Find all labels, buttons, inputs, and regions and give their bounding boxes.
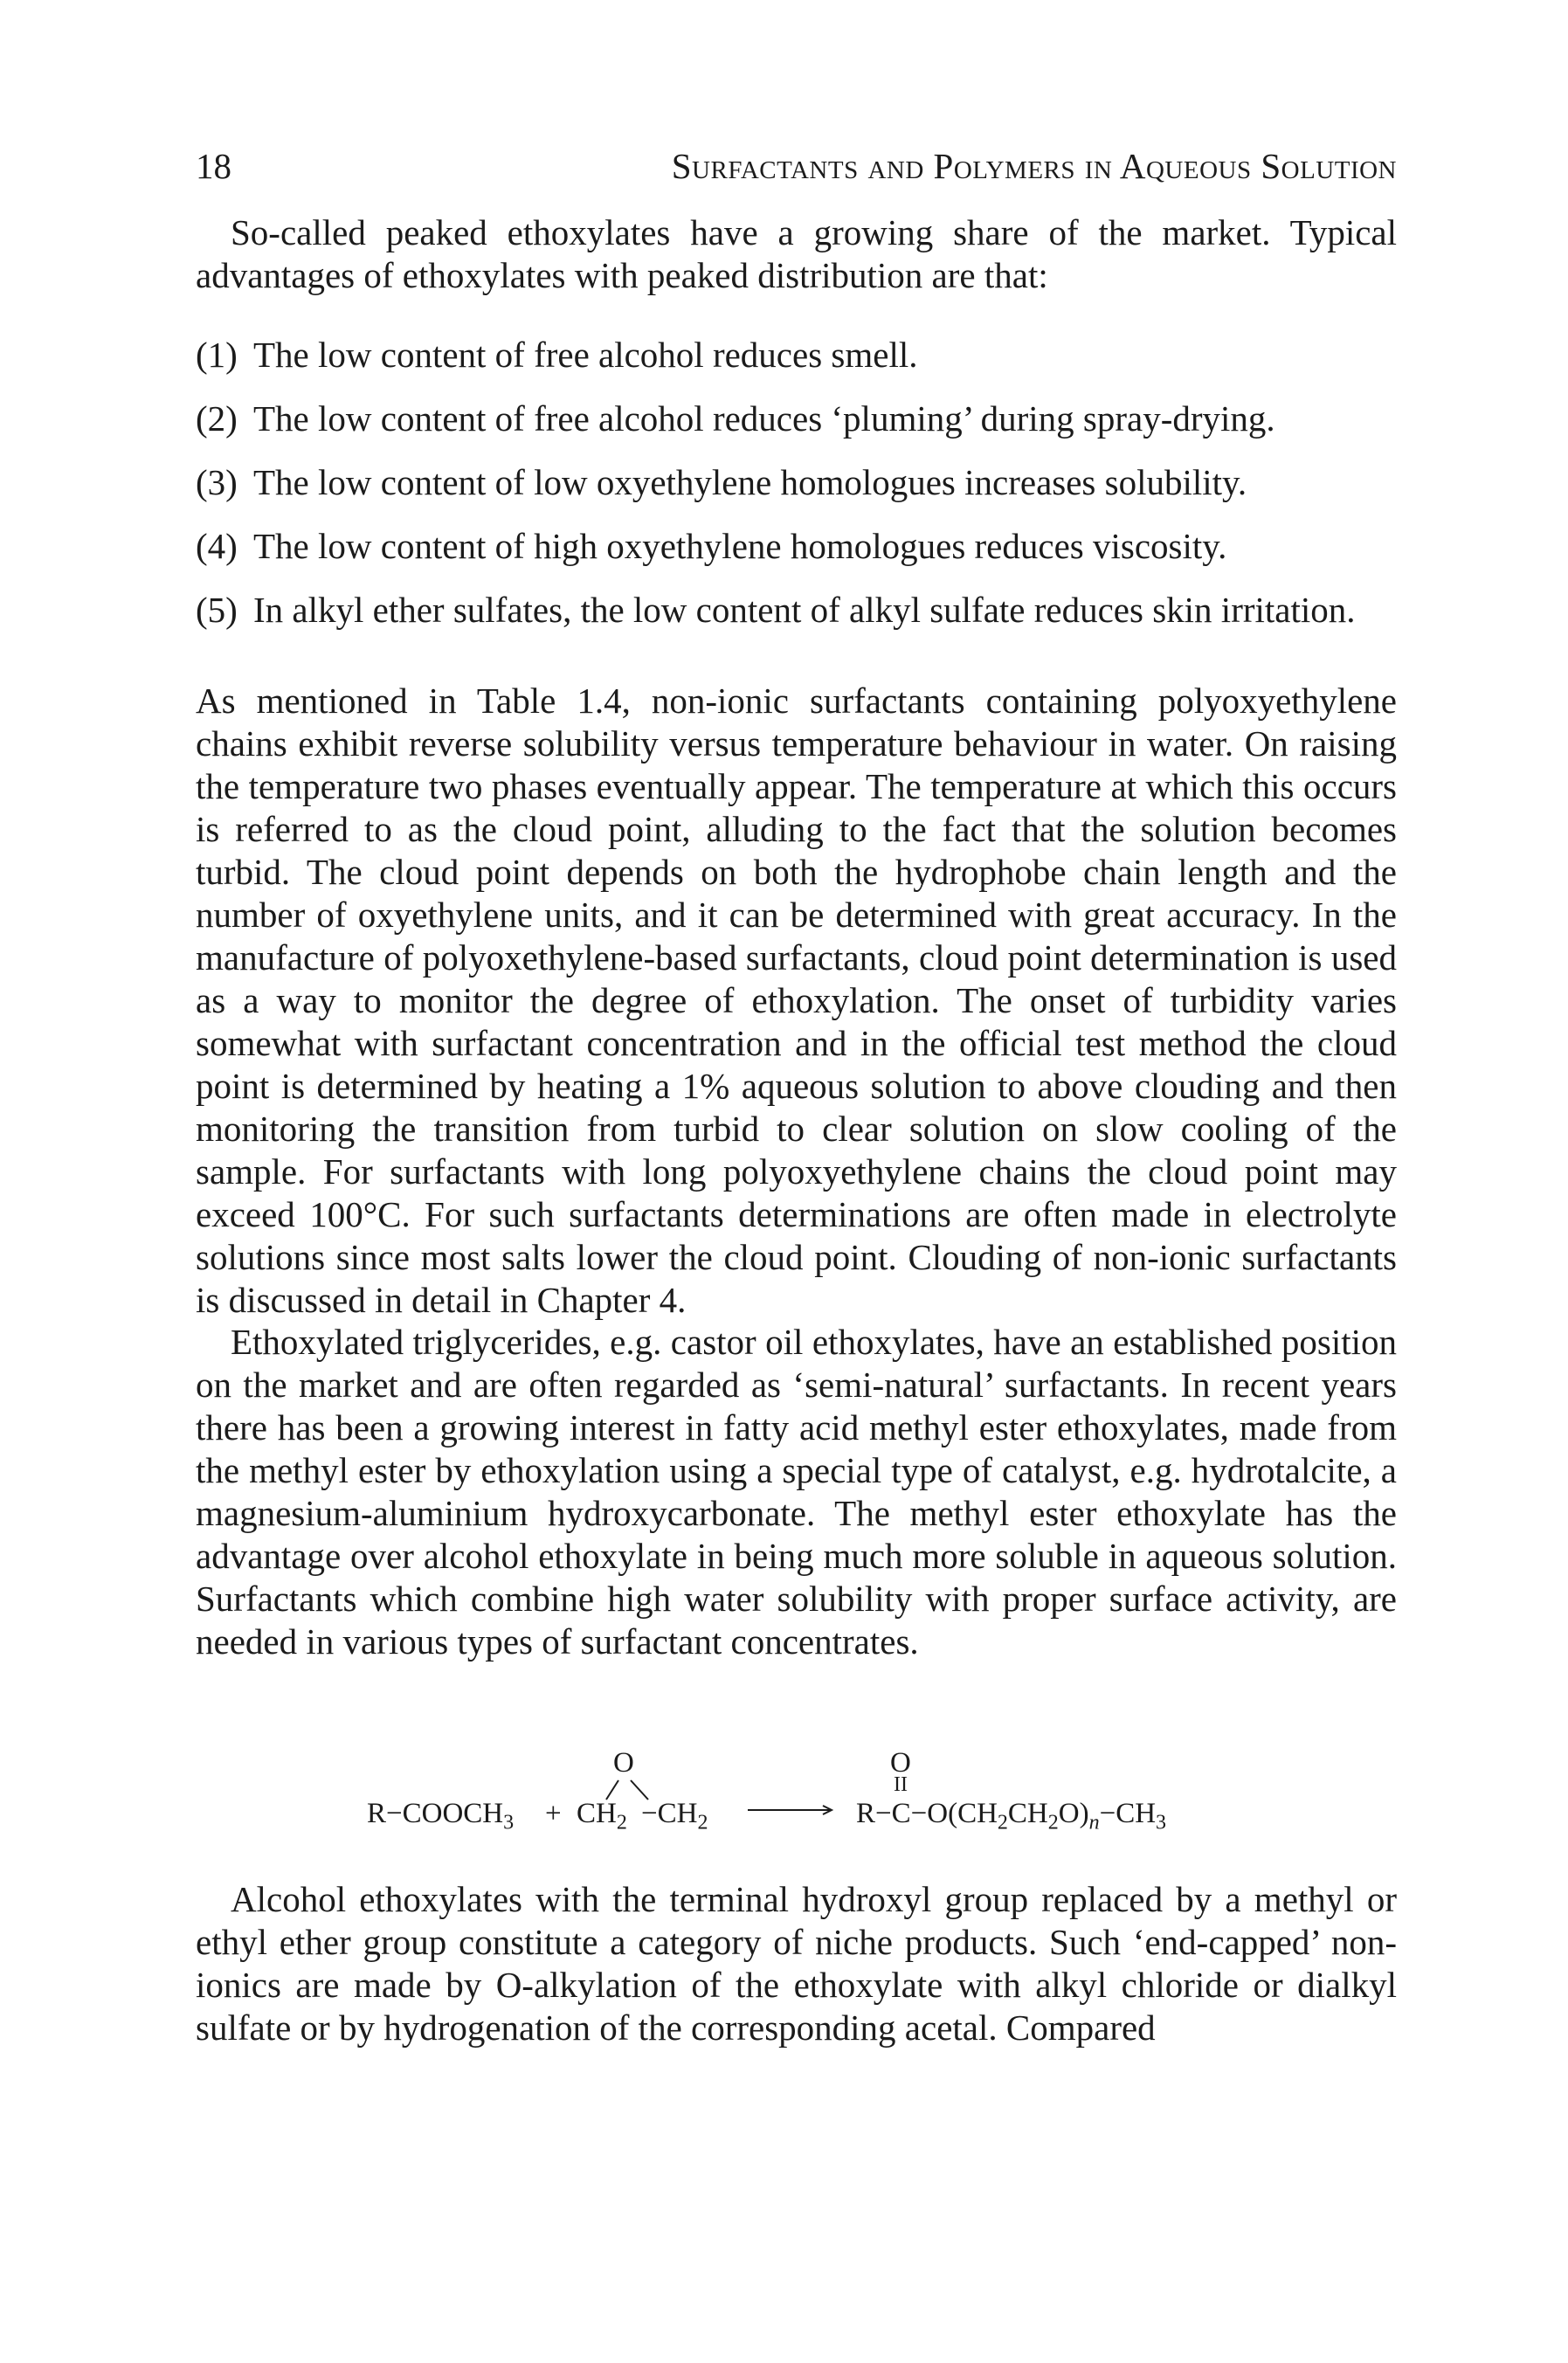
equation-text: O) <box>1058 1798 1089 1829</box>
epoxide-ch2-right <box>641 1798 708 1835</box>
intro-text: So-called peaked ethoxylates have a growing share of the market. Typical advantages of ethoxylates with peaked distribution are that: <box>196 212 1397 295</box>
equation-text: −CH <box>1099 1798 1157 1829</box>
list-item <box>196 461 1397 504</box>
epoxide-oxygen: O <box>613 1747 634 1779</box>
equation-text: −CH <box>641 1798 698 1829</box>
list-text: In alkyl ether sulfates, the low content of alkyl sulfate reduces skin irritation. <box>253 590 1356 630</box>
product-double-bond: II <box>894 1773 908 1796</box>
cloud-point-paragraph <box>196 680 1397 1322</box>
page-number: 18 <box>196 146 231 186</box>
equation-plus: + <box>545 1798 562 1829</box>
list-number: (3) <box>196 462 238 502</box>
equation-subscript: 3 <box>1156 1811 1167 1834</box>
list-item <box>196 589 1397 632</box>
equation-text: CH <box>1007 1798 1048 1829</box>
cloud-point-text: As mentioned in Table 1.4, non-ionic surfactants containing polyoxyethylene chains exhibit reverse solubility versus temperature behaviour in water. On raising the temperature two phases eventually appear. The temperature at which this occurs is referred to as the cloud point, alluding to the fact that the solution becomes turbid. The cloud point depends on both the hydrophobe chain length and the number of oxyethylene units, and it can be determined with great accuracy. In the manufacture of polyoxethylene-based surfactants, cloud point determination is used as a way to monitor the degree of ethoxylation. The onset of turbidity varies somewhat with surfactant concentration and in the official test method the cloud point is determined by heating a 1% aqueous solution to above clouding and then monitoring the transition from turbid to clear solution on slow cooling of the sample. For surfactants with long polyoxyethylene chains the cloud point may exceed 100°C. For such surfactants determinations are often made in electrolyte solutions since most salts lower the cloud point. Clouding of non-ionic surfactants is discussed in detail in Chapter 4. <box>196 681 1397 1320</box>
equation-subscript: 2 <box>616 1811 627 1834</box>
equation-reactant <box>367 1798 514 1835</box>
triglycerides-paragraph <box>196 1321 1397 1663</box>
list-item <box>196 397 1397 440</box>
page-header <box>196 144 1397 188</box>
equation-text: R−COOCH <box>367 1798 504 1829</box>
equation-subscript: 3 <box>503 1811 515 1834</box>
equation-text: R−C−O(CH <box>856 1798 998 1829</box>
list-text: The low content of high oxyethylene homologues reduces viscosity. <box>253 526 1227 566</box>
equation-subscript-n: n <box>1088 1811 1100 1834</box>
equation-subscript: 2 <box>697 1811 708 1834</box>
list-text: The low content of free alcohol reduces ‘pluming’ during spray-drying. <box>253 398 1275 439</box>
list-item <box>196 334 1397 377</box>
intro-paragraph <box>196 211 1397 297</box>
equation-text: CH <box>577 1798 617 1829</box>
equation-subscript: 2 <box>1047 1811 1059 1834</box>
running-head: Surfactants and Polymers in Aqueous Solution <box>671 146 1397 186</box>
reaction-equation <box>367 1747 1240 1843</box>
list-number: (5) <box>196 590 238 630</box>
list-number: (2) <box>196 398 238 439</box>
list-text: The low content of low oxyethylene homologues increases solubility. <box>253 462 1247 502</box>
product-carbonyl-oxygen: O <box>890 1747 911 1779</box>
list-item <box>196 525 1397 568</box>
triglycerides-text: Ethoxylated triglycerides, e.g. castor oil ethoxylates, have an established position on the market and are often regarded as ‘semi-natural’ surfactants. In recent years there has been a growing interest in fatty acid methyl ester ethoxylates, made from the methyl ester by ethoxylation using a special type of catalyst, e.g. hydrotalcite, a magnesium-aluminium hydroxycarbonate. The methyl ester ethoxylate has the advantage over alcohol ethoxylate in being much more soluble in aqueous solution. Surfactants which combine high water solubility with proper surface activity, are needed in various types of surfactant concentrates. <box>196 1322 1397 1662</box>
reaction-arrow-icon <box>744 1800 840 1821</box>
end-capped-text: Alcohol ethoxylates with the terminal hydroxyl group replaced by a methyl or ethyl ether group constitute a category of niche products. Such ‘end-capped’ non-ionics are made by O-alkylation of the ethoxylate with alkyl chloride or dialkyl sulfate or by hydrogenation of the corresponding acetal. Compared <box>196 1879 1397 2048</box>
end-capped-paragraph <box>196 1878 1397 2049</box>
product-formula <box>856 1798 1166 1835</box>
epoxide-ch2-left <box>577 1798 627 1835</box>
equation-subscript: 2 <box>997 1811 1008 1834</box>
list-number: (1) <box>196 335 238 375</box>
list-number: (4) <box>196 526 238 566</box>
list-text: The low content of free alcohol reduces smell. <box>253 335 918 375</box>
